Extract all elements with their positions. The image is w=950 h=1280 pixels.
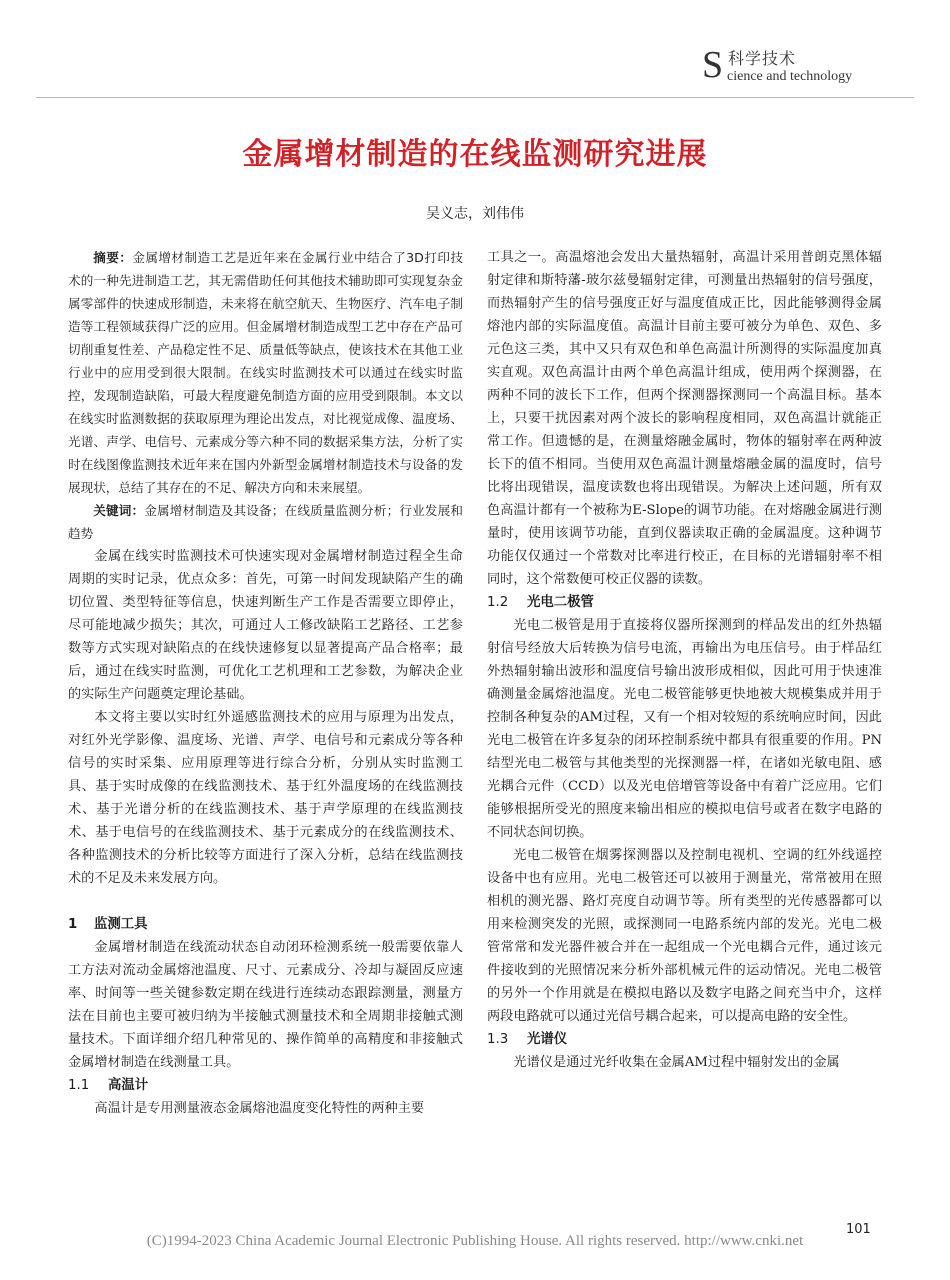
page-number: 101: [846, 1222, 871, 1237]
article-authors: 吴义志，刘伟伟: [426, 206, 524, 222]
intro-paragraph-1: 金属在线实时监测技术可快速实现对金属增材制造过程全生命周期的实时记录，优点众多：首先，可第一时间发现缺陷产生的确切位置、类型特征等信息，快速判断生产工作是否需要立即停止，尽可能地减少损失；其次，可通过人工修改缺陷工艺路径、工艺参数等方式实现对缺陷点的在线快速修复以显著提高产品合格率；最后，通过在线实时监测，可优化工艺机理和工艺参数，为解决企业的实际生产问题奠定理论基础。: [68, 549, 463, 702]
section-1-title: 监测工具: [94, 917, 148, 932]
section-1-number: 1: [68, 917, 78, 932]
section-1-2-title: 光电二极管: [527, 595, 594, 610]
header-divider: [36, 97, 914, 98]
journal-name-cn: 科学技术: [728, 49, 797, 68]
journal-header: [702, 44, 902, 88]
section-1-3-title: 光谱仪: [527, 1032, 568, 1047]
section-1-heading: [68, 913, 463, 936]
section-1-1-paragraph-start: 高温计是专用测量液态金属熔池温度变化特性的两种主要: [94, 1101, 425, 1116]
section-1-2-paragraph-2: 光电二极管在烟雾探测器以及控制电视机、空调的红外线遥控设备中也有应用。光电二极管还可以被用于测量光，常常被用在照相机的测光器、路灯亮度自动调节等。所有类型的光传感器都可以用来检测突发的光照，或探测同一电路系统内部的发光。光电二极管常常和发光器件被合并在一起组成一个光电耦合元件，通过该元件接收到的光照情况来分析外部机械元件的运动情况。光电二极管的另外一个作用就是在模拟电路以及数字电路之间充当中介，这样两段电路就可以通过光信号耦合起来，可以提高电路的安全性。: [487, 848, 882, 1024]
left-column: [68, 246, 463, 1120]
article-title: 金属增材制造的在线监测研究进展: [242, 137, 708, 172]
journal-logo-letter: S: [702, 44, 724, 86]
abstract: [68, 246, 463, 499]
section-1-3-number: 1.3: [487, 1032, 509, 1047]
section-1-2-heading: [487, 591, 882, 614]
journal-name-en: cience and technology: [727, 69, 853, 84]
copyright-footer: (C)1994-2023 China Academic Journal Electronic Publishing House. All rights reserved. http://www.cnki.net: [146, 1233, 804, 1249]
section-1-1-title: 高温计: [108, 1078, 149, 1093]
right-column: [487, 246, 882, 1074]
section-1-1-number: 1.1: [68, 1078, 90, 1093]
section-1-3-heading: [487, 1028, 882, 1051]
abstract-text: 金属增材制造工艺是近年来在金属行业中结合了3D打印技术的一种先进制造工艺，其无需借助任何其他技术辅助即可实现复杂金属零部件的快速成形制造，未来将在航空航天、生物医疗、汽车电子制造等工程领域获得广泛的应用。但金属增材制造成型工艺中存在产品可切削重复性差、产品稳定性不足、质量低等缺点，使该技术在其他工业行业中的应用受到很大限制。在线实时监测技术可以通过在线实时监控，发现制造缺陷，可最大程度避免制造方面的应用受到限制。本文以在线实时监测数据的获取原理为理论出发点，对比视觉成像、温度场、光谱、声学、电信号、元素成分等六种不同的数据采集方法，分析了实时在线图像监测技术近年来在国内外新型金属增材制造技术与设备的发展现状，总结了其存在的不足、解决方向和未来展望。: [68, 250, 463, 495]
keywords-label: 关键词：: [93, 503, 145, 518]
keywords: [68, 499, 463, 545]
intro-paragraph-2: 本文将主要以实时红外遥感监测技术的应用与原理为出发点，对红外光学影像、温度场、光谱、声学、电信号和元素成分等各种信号的实时采集、应用原理等进行综合分析，分别从实时监测工具、基于实时成像的在线监测技术、基于红外温度场的在线监测技术、基于光谱分析的在线监测技术、基于声学原理的在线监测技术、基于电信号的在线监测技术、基于元素成分的在线监测技术、各种监测技术的分析比较等方面进行了深入分析，总结在线监测技术的不足及未来发展方向。: [68, 710, 463, 886]
keywords-text: 金属增材制造及其设备；在线质量监测分析；行业发展和趋势: [68, 503, 463, 541]
abstract-label: 摘要：: [93, 250, 133, 265]
section-1-3-paragraph: 光谱仪是通过光纤收集在金属AM过程中辐射发出的金属: [513, 1055, 840, 1070]
section-1-1-heading: [68, 1074, 463, 1097]
section-1-2-number: 1.2: [487, 595, 509, 610]
section-1-2-paragraph-1: 光电二极管是用于直接将仪器所探测到的样品发出的红外热辐射信号经放大后转换为信号电流，再输出为电压信号。由于样品红外热辐射输出波形和温度信号输出波形成相似，因此可用于快速准确测量金属熔池温度。光电二极管能够更快地被大规模集成并用于控制各种复杂的AM过程，又有一个相对较短的系统响应时间，因此光电二极管在许多复杂的闭环控制系统中都具有很重要的作用。PN结型光电二极管与其他类型的光探测器一样，在诸如光敏电阻、感光耦合元件（CCD）以及光电倍增管等设备中有着广泛应用。它们能够根据所受光的照度来输出相应的模拟电信号或者在数字电路的不同状态间切换。: [487, 618, 882, 840]
section-1-1-paragraph-cont: 工具之一。高温熔池会发出大量热辐射，高温计采用普朗克黑体辐射定律和斯特藩-玻尔兹曼辐射定律，可测量出热辐射的信号强度，而热辐射产生的信号强度正好与温度值成正比，因此能够测得金属熔池内部的实际温度值。高温计目前主要可被分为单色、双色、多元色这三类，其中又只有双色和单色高温计所测得的实际温度加真实直观。双色高温计由两个单色高温计组成，使用两个探测器，在两种不同的波长下工作，但两个探测器探测同一个高温目标。基本上，只要干扰因素对两个波长的影响程度相同，双色高温计就能正常工作。但遗憾的是，在测量熔融金属时，物体的辐射率在两种波长下的值不相同。当使用双色高温计测量熔融金属的温度时，信号比将出现错误，温度读数也将出现错误。为解决上述问题，所有双色高温计都有一个被称为E-Slope的调节功能。在对熔融金属进行测量时，使用该调节功能，直到仪器读取正确的金属温度。这种调节功能仅仅通过一个常数对比率进行校正，在目标的光谱辐射率不相同时，这个常数便可校正仪器的读数。: [487, 250, 882, 587]
section-1-paragraph: 金属增材制造在线流动状态自动闭环检测系统一般需要依靠人工方法对流动金属熔池温度、尺寸、元素成分、冷却与凝固反应速率、时间等一些关键参数定期在线进行连续动态跟踪测量，测量方法在目前也主要可被归纳为半接触式测量技术和全周期非接触式测量技术。下面详细介绍几种常见的、操作简单的高精度和非接触式金属增材制造在线测量工具。: [68, 940, 463, 1070]
